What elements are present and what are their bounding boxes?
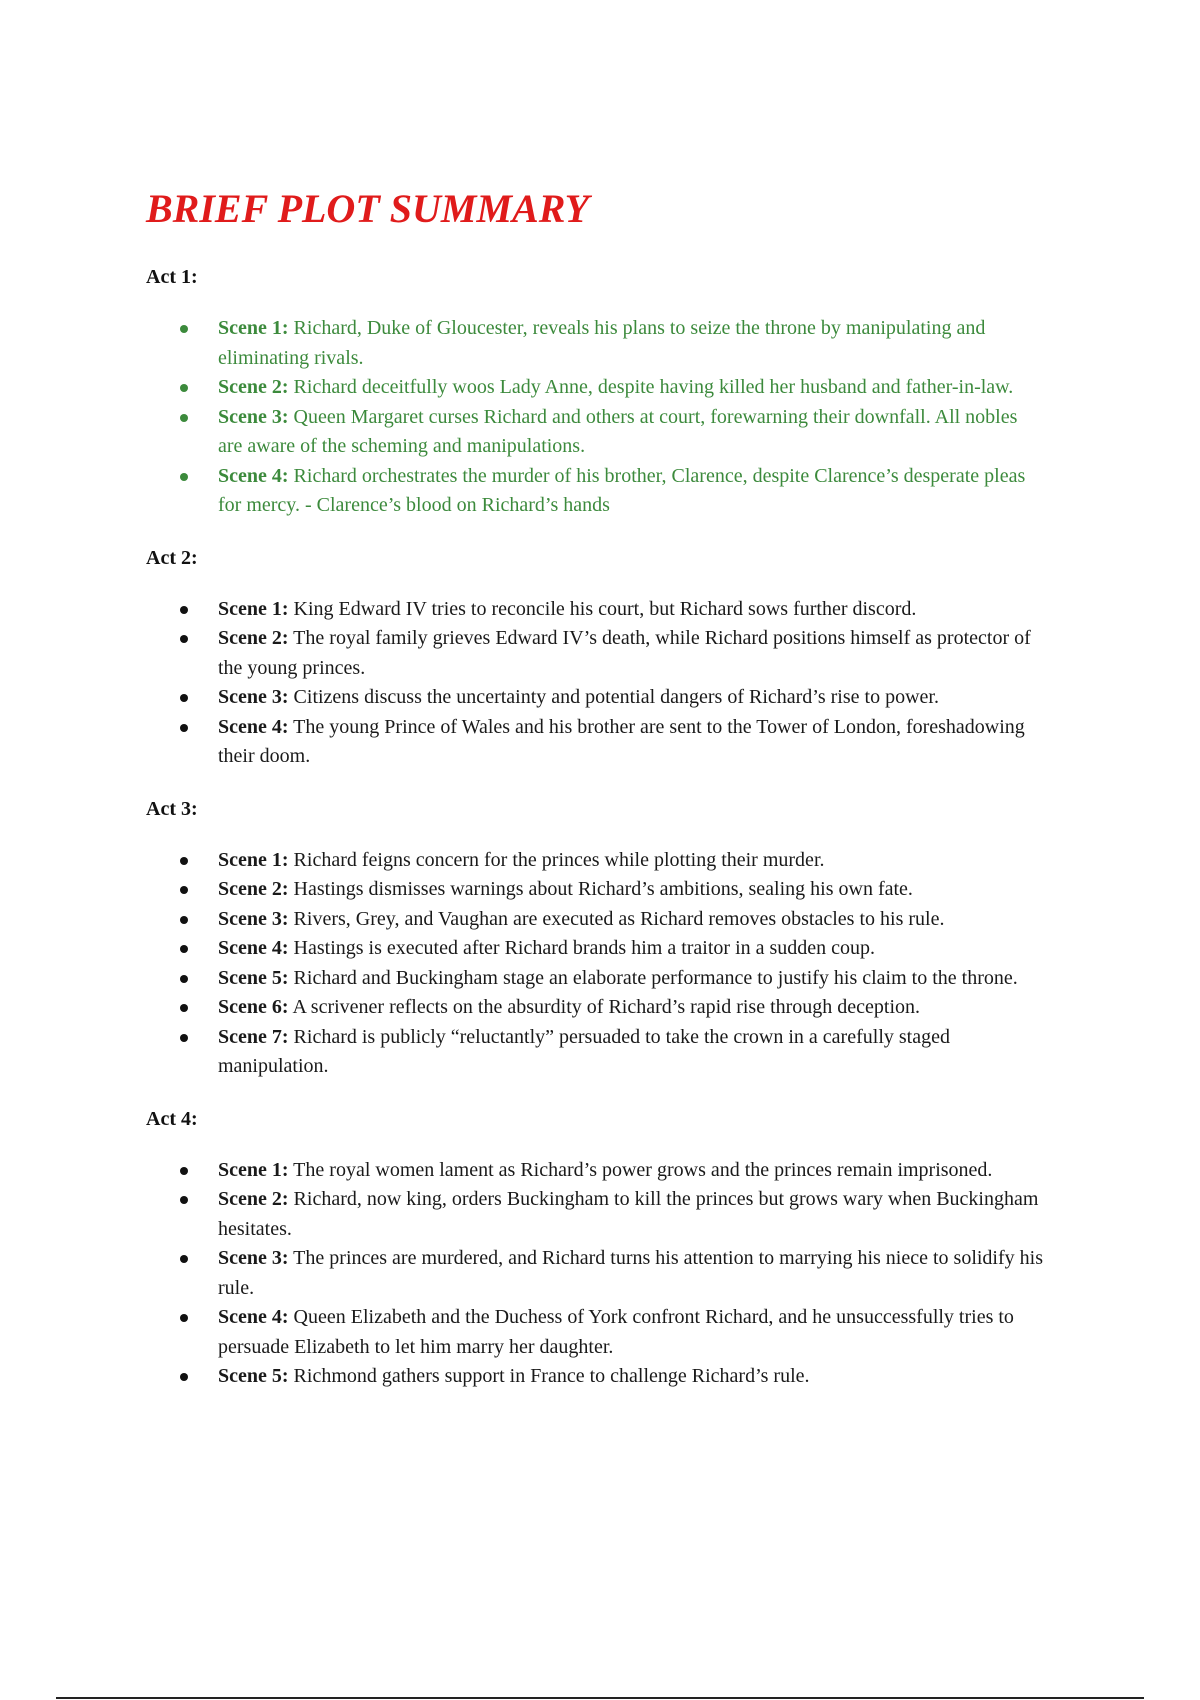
list-item bbox=[218, 462, 1046, 521]
bullet-icon bbox=[180, 886, 188, 894]
scene-list bbox=[146, 314, 1046, 521]
act-1-section bbox=[146, 262, 1046, 521]
list-item bbox=[218, 624, 1046, 683]
list-item bbox=[218, 683, 1046, 713]
footer-divider bbox=[56, 1697, 1144, 1699]
scene-text: King Edward IV tries to reconcile his court, but Richard sows further discord. bbox=[288, 597, 917, 620]
list-item bbox=[218, 1362, 1046, 1392]
scene-label: Scene 4: bbox=[218, 464, 289, 487]
scene-text: Richard is publicly “reluctantly” persuaded to take the crown in a carefully staged manipulation. bbox=[218, 1025, 950, 1077]
scene-list bbox=[146, 846, 1046, 1082]
scene-label: Scene 4: bbox=[218, 937, 289, 959]
bullet-icon bbox=[180, 473, 188, 481]
list-item bbox=[218, 1156, 1046, 1186]
scene-label: Scene 3: bbox=[218, 686, 289, 708]
list-item bbox=[218, 875, 1046, 905]
list-item bbox=[218, 934, 1046, 964]
scene-text: Richard deceitfully woos Lady Anne, despite having killed her husband and father-in-law. bbox=[288, 376, 1014, 398]
list-item bbox=[218, 713, 1046, 772]
scene-label: Scene 3: bbox=[218, 405, 289, 428]
scene-text: Richard orchestrates the murder of his brother, Clarence, despite Clarence’s desperate pleas for mercy. - Clarence’s blood on Richard’s hands bbox=[218, 464, 1026, 516]
scene-label: Scene 1: bbox=[218, 317, 289, 339]
scene-text: Citizens discuss the uncertainty and potential dangers of Richard’s rise to power. bbox=[288, 686, 939, 708]
scene-label: Scene 6: bbox=[218, 996, 289, 1018]
bullet-icon bbox=[180, 1034, 188, 1042]
scene-label: Scene 3: bbox=[218, 907, 289, 930]
scene-label: Scene 2: bbox=[218, 627, 289, 649]
act-heading: Act 4: bbox=[146, 1107, 198, 1130]
scene-text: Richmond gathers support in France to challenge Richard’s rule. bbox=[288, 1365, 810, 1387]
scene-label: Scene 1: bbox=[218, 1158, 289, 1181]
act-heading: Act 2: bbox=[146, 546, 198, 569]
scene-text: The princes are murdered, and Richard turns his attention to marrying his niece to solidify his rule. bbox=[218, 1247, 1043, 1299]
scene-label: Scene 5: bbox=[218, 1365, 289, 1387]
act-2-section bbox=[146, 543, 1046, 772]
scene-list bbox=[146, 1156, 1046, 1392]
bullet-icon bbox=[180, 1373, 188, 1381]
list-item bbox=[218, 595, 1046, 625]
page-title: BRIEF PLOT SUMMARY bbox=[146, 186, 590, 231]
list-item bbox=[218, 403, 1046, 462]
scene-label: Scene 2: bbox=[218, 1188, 289, 1210]
scene-label: Scene 1: bbox=[218, 848, 289, 871]
list-item bbox=[218, 993, 1046, 1023]
plot-summary-content bbox=[146, 262, 1046, 1414]
list-item bbox=[218, 1185, 1046, 1244]
bullet-icon bbox=[180, 1196, 188, 1204]
scene-label: Scene 3: bbox=[218, 1247, 289, 1269]
bullet-icon bbox=[180, 635, 188, 643]
list-item bbox=[218, 1244, 1046, 1303]
bullet-icon bbox=[180, 945, 188, 953]
scene-label: Scene 2: bbox=[218, 376, 289, 398]
bullet-icon bbox=[180, 606, 188, 614]
list-item bbox=[218, 905, 1046, 935]
act-4-section bbox=[146, 1104, 1046, 1392]
bullet-icon bbox=[180, 724, 188, 732]
scene-text: A scrivener reflects on the absurdity of Richard’s rapid rise through deception. bbox=[288, 996, 921, 1018]
bullet-icon bbox=[180, 1255, 188, 1263]
scene-label: Scene 2: bbox=[218, 878, 289, 900]
bullet-icon bbox=[180, 857, 188, 865]
scene-text: Richard, Duke of Gloucester, reveals his plans to seize the throne by manipulating and eliminating rivals. bbox=[218, 317, 986, 369]
scene-text: Queen Margaret curses Richard and others at court, forewarning their downfall. All nobles are aware of the scheming and manipulations. bbox=[218, 405, 1018, 457]
list-item bbox=[218, 1303, 1046, 1362]
scene-text: Rivers, Grey, and Vaughan are executed as Richard removes obstacles to his rule. bbox=[288, 907, 945, 930]
act-heading: Act 3: bbox=[146, 797, 198, 820]
scene-label: Scene 4: bbox=[218, 1306, 289, 1328]
list-item bbox=[218, 314, 1046, 373]
bullet-icon bbox=[180, 1314, 188, 1322]
scene-text: Hastings dismisses warnings about Richard’s ambitions, sealing his own fate. bbox=[288, 878, 913, 900]
bullet-icon bbox=[180, 975, 188, 983]
scene-text: Richard feigns concern for the princes while plotting their murder. bbox=[288, 848, 825, 871]
bullet-icon bbox=[180, 384, 188, 392]
scene-label: Scene 5: bbox=[218, 966, 289, 989]
scene-text: The young Prince of Wales and his brother are sent to the Tower of London, foreshadowing their doom. bbox=[218, 715, 1025, 767]
scene-label: Scene 7: bbox=[218, 1025, 289, 1048]
scene-text: Richard and Buckingham stage an elaborate performance to justify his claim to the throne. bbox=[288, 966, 1018, 989]
scene-text: Hastings is executed after Richard brands him a traitor in a sudden coup. bbox=[288, 937, 876, 959]
list-item bbox=[218, 1023, 1046, 1082]
scene-label: Scene 1: bbox=[218, 597, 289, 620]
bullet-icon bbox=[180, 1167, 188, 1175]
bullet-icon bbox=[180, 694, 188, 702]
bullet-icon bbox=[180, 1004, 188, 1012]
scene-text: Richard, now king, orders Buckingham to kill the princes but grows wary when Buckingham hesitates. bbox=[218, 1188, 1039, 1240]
bullet-icon bbox=[180, 916, 188, 924]
list-item bbox=[218, 373, 1046, 403]
scene-text: Queen Elizabeth and the Duchess of York confront Richard, and he unsuccessfully tries to persuade Elizabeth to let him marry her daughter. bbox=[218, 1306, 1014, 1358]
scene-list bbox=[146, 595, 1046, 772]
list-item bbox=[218, 846, 1046, 876]
bullet-icon bbox=[180, 325, 188, 333]
bullet-icon bbox=[180, 414, 188, 422]
act-3-section bbox=[146, 794, 1046, 1082]
list-item bbox=[218, 964, 1046, 994]
scene-text: The royal women lament as Richard’s power grows and the princes remain imprisoned. bbox=[288, 1158, 993, 1181]
scene-text: The royal family grieves Edward IV’s death, while Richard positions himself as protector of the young princes. bbox=[218, 627, 1031, 679]
scene-label: Scene 4: bbox=[218, 715, 289, 738]
act-heading: Act 1: bbox=[146, 266, 198, 288]
